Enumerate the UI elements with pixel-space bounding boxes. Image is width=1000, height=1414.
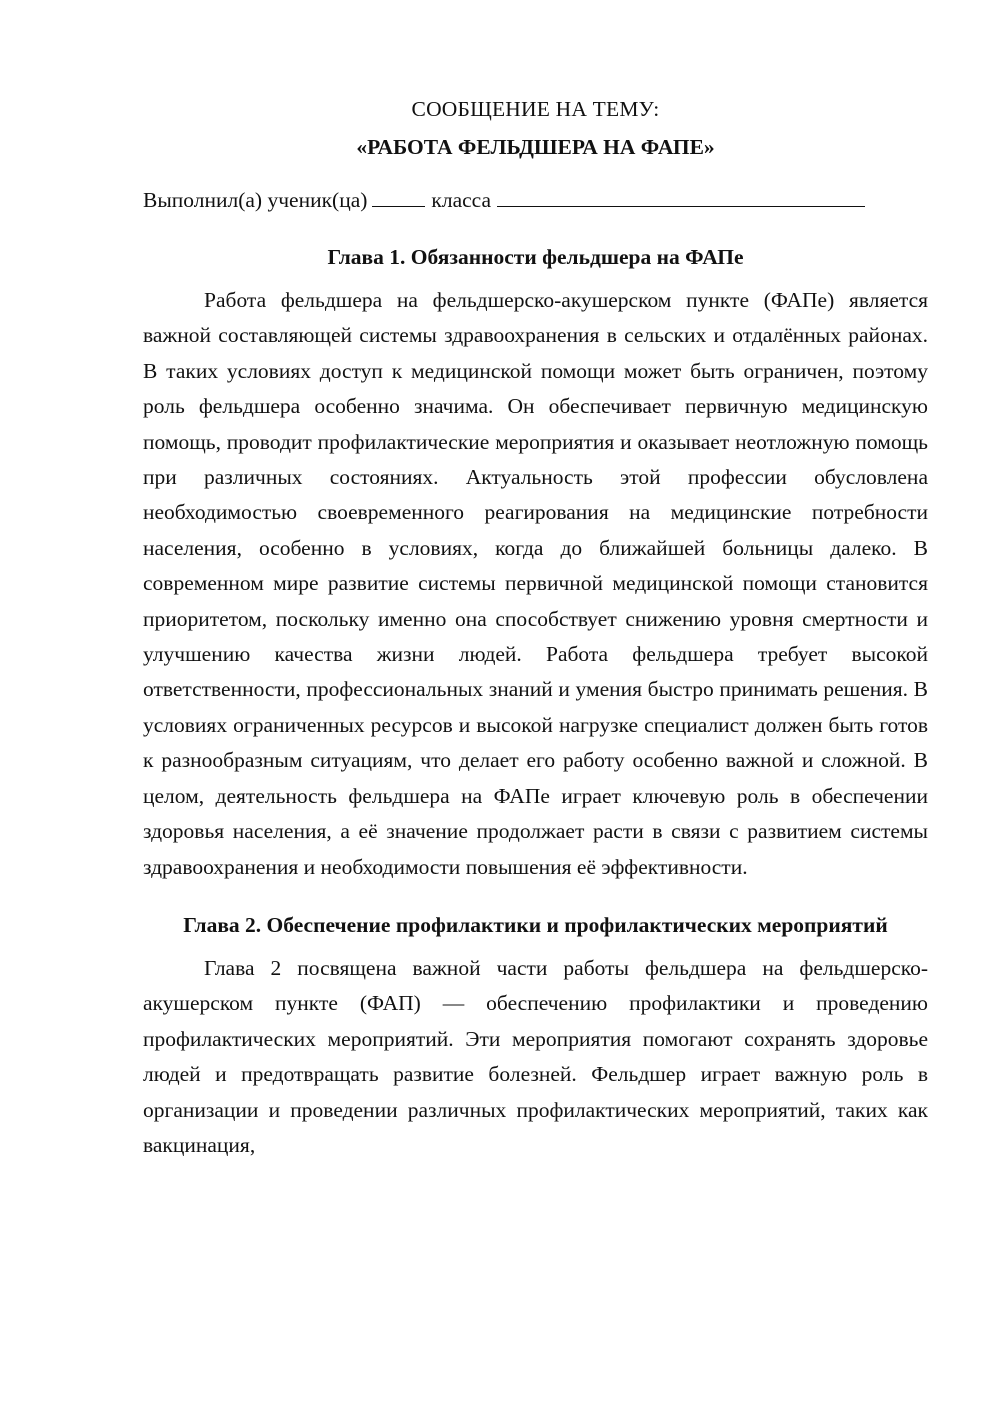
chapter-2-heading: Глава 2. Обеспечение профилактики и профилактических мероприятий (183, 912, 888, 937)
document-title-line-1: СООБЩЕНИЕ НА ТЕМУ: (411, 97, 660, 121)
chapter-1-heading: Глава 1. Обязанности фельдшера на ФАПе (327, 245, 744, 269)
document-body (143, 92, 928, 1163)
class-number-blank (372, 186, 425, 207)
chapter-2-paragraph: Глава 2 посвящена важной части работы фельдшера на фельдшерско-акушерском пункте (ФАП) — обеспечению профилактики и проведению профилактических мероприятий. Эти мероприятия помогают сохранять здоровье людей и предотвращать развитие болезней. Фельдшер играет важную роль в организации и проведении различных профилактических мероприятий, таких как вакцинация, (143, 955, 928, 1157)
author-class-word: класса (431, 188, 492, 212)
chapter-1-paragraph: Работа фельдшера на фельдшерско-акушерском пункте (ФАПе) является важной составляющей системы здравоохранения в сельских и отдалённых районах. В таких условиях доступ к медицинской помощи может быть ограничен, поэтому роль фельдшера особенно значима. Он обеспечивает первичную медицинскую помощь, проводит профилактические мероприятия и оказывает неотложную помощь при различных состояниях. Актуальность этой профессии обусловлена необходимостью своевременного реагирования на медицинские потребности населения, особенно в условиях, когда до ближайшей больницы далеко. В современном мире развитие системы первичной медицинской помощи становится приоритетом, поскольку именно она способствует снижению уровня смертности и улучшению качества жизни людей. Работа фельдшера требует высокой ответственности, профессиональных знаний и умения быстро принимать решения. В условиях ограниченных ресурсов и высокой нагрузке специалист должен быть готов к разнообразным ситуациям, что делает его работу особенно важной и сложной. В целом, деятельность фельдшера на ФАПе играет ключевую роль в обеспечении здоровья населения, а её значение продолжает расти в связи с развитием системы здравоохранения и необходимости повышения её эффективности. (143, 288, 928, 879)
author-name-blank (497, 186, 865, 207)
document-title-line-2: «РАБОТА ФЕЛЬДШЕРА НА ФАПЕ» (356, 135, 715, 159)
author-prefix: Выполнил(а) ученик(ца) (143, 188, 368, 212)
author-line (143, 183, 928, 218)
